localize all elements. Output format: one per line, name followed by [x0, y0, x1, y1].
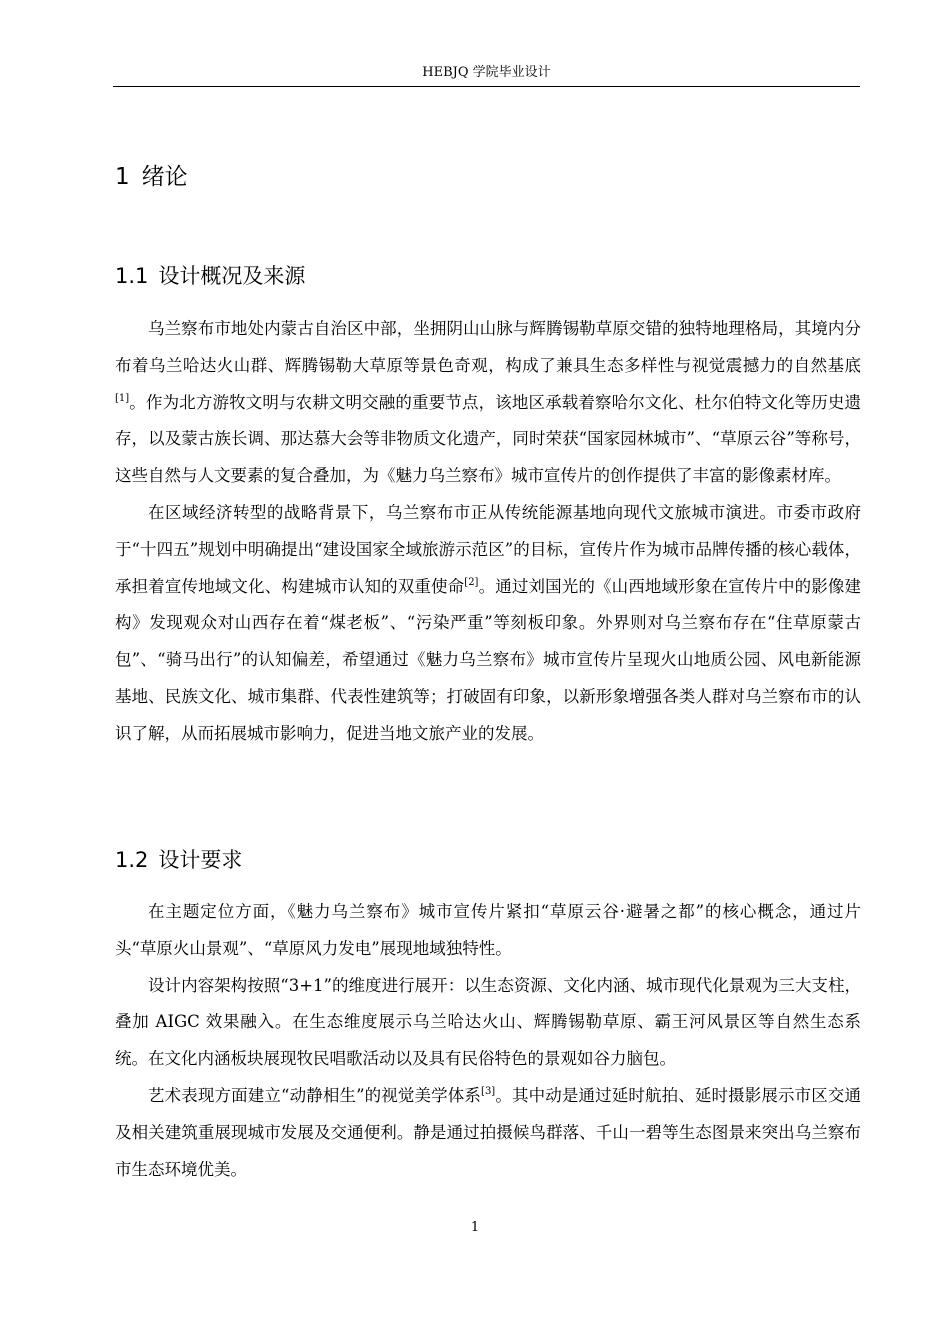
chapter-heading	[115, 161, 188, 193]
paragraph: 在主题定位方面，《魅力乌兰察布》城市宣传片紧扣“草原云谷·避暑之都”的核心概念，通过片头“草原火山景观”、“草原风力发电”展现地域独特性。	[115, 902, 861, 958]
paragraph-text: 艺术表现方面建立“动静相生”的视觉美学体系	[148, 1085, 482, 1105]
section-heading-1-2	[115, 845, 242, 875]
section-title: 设计概况及来源	[158, 264, 306, 288]
citation-marker: [1]	[115, 392, 130, 404]
section-1-1-body	[115, 311, 861, 753]
section-number: 1.2	[115, 848, 149, 872]
paragraph-text: 。其中动是通过延时航拍、延时摄影展示市区交通及相关建筑重展现城市发展及交通便利。静是通过拍摄候鸟群落、千山一碧等生态图景来突出乌兰察布市生态环境优美。	[115, 1085, 862, 1179]
paragraph-text: 。作为北方游牧文明与农耕文明交融的重要节点，该地区承载着察哈尔文化、杜尔伯特文化等历史遗存，以及蒙古族长调、那达慕大会等非物质文化遗产，同时荣获“国家园林城市”、“草原云谷”等称号，这些自然与人文要素的复合叠加，为《魅力乌兰察布》城市宣传片的创作提供了丰富的影像素材库。	[115, 392, 861, 486]
chapter-title: 绪论	[141, 164, 188, 190]
page-header: HEBJQ 学院毕业设计	[422, 65, 551, 80]
paragraph	[115, 495, 861, 753]
paragraph-text: 乌兰察布市地处内蒙古自治区中部，坐拥阴山山脉与辉腾锡勒草原交错的独特地理格局，其境内分布着乌兰哈达火山群、辉腾锡勒大草原等景色奇观，构成了兼具生态多样性与视觉震撼力的自然基底	[115, 319, 861, 375]
section-number: 1.1	[115, 264, 149, 288]
section-heading-1-1	[115, 261, 305, 291]
citation-marker: [2]	[464, 576, 479, 588]
paragraph	[115, 1078, 861, 1188]
header-divider	[113, 86, 860, 87]
paragraph	[115, 311, 861, 495]
chapter-number: 1	[115, 164, 130, 190]
paragraph-text: 。通过刘国光的《山西地域形象在宣传片中的影像建构》发现观众对山西存在着“煤老板”、“污染严重”等刻板印象。外界则对乌兰察布存在“住草原蒙古包”、“骑马出行”的认知偏差，希望通过《魅力乌兰察布》城市宣传片呈现火山地质公园、风电新能源基地、民族文化、城市集群、代表性建筑等；打破固有印象，以新形象增强各类人群对乌兰察布市的认识了解，从而拓展城市影响力，促进当地文旅产业的发展。	[115, 576, 862, 743]
section-title: 设计要求	[158, 848, 243, 872]
paragraph-text: 在区域经济转型的战略背景下，乌兰察布市正从传统能源基地向现代文旅城市演进。市委市政府于“十四五”规划中明确提出“建设国家全域旅游示范区”的目标，宣传片作为城市品牌传播的核心载体，承担着宣传地域文化、构建城市认知的双重使命	[115, 502, 861, 596]
page-number: 1	[470, 1220, 480, 1235]
section-1-2-body	[115, 894, 861, 1188]
citation-marker: [3]	[481, 1085, 496, 1097]
paragraph: 设计内容架构按照“3+1”的维度进行展开：以生态资源、文化内涵、城市现代化景观为三大支柱，叠加 AIGC 效果融入。在生态维度展示乌兰哈达火山、辉腾锡勒草原、霸王河风景区等自然生态系统。在文化内涵板块展现牧民唱歌活动以及具有民俗特色的景观如谷力脑包。	[115, 975, 861, 1069]
